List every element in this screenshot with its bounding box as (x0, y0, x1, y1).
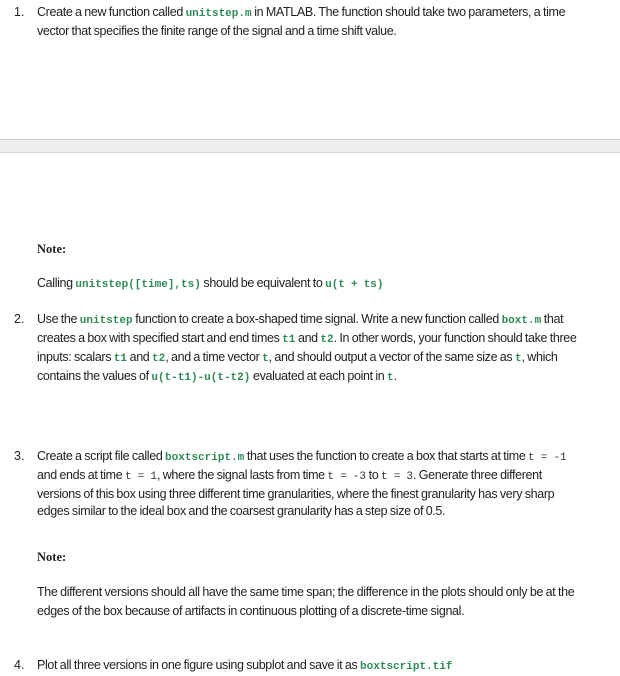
note-label: Note: (37, 550, 67, 564)
code-unitstep-m: unitstep.m (185, 8, 252, 20)
item-4-text: Plot all three versions in one figure using subplot and save it as boxtscript.tif (37, 658, 453, 673)
code-unitstep: unitstep (79, 315, 133, 327)
code-t: t (387, 372, 394, 384)
code-unitstep-call: unitstep([time],ts) (75, 279, 201, 291)
code-boxtscript-tif: boxtscript.tif (360, 661, 453, 673)
code-boxt-m: boxt.m (501, 315, 542, 327)
note-1-text: Calling unitstep([time],ts) should be equivalent to u(t + ts) (37, 276, 384, 291)
code-u-t-ts: u(t + ts) (325, 279, 384, 291)
item-1-number: 1. (14, 5, 25, 19)
code-boxtscript-m: boxtscript.m (165, 452, 245, 464)
code-t-span-end: t = 3 (381, 471, 414, 483)
item-2-number: 2. (14, 312, 25, 326)
code-t-span-start: t = -3 (327, 471, 367, 483)
code-t2: t2 (320, 334, 334, 346)
code-t: t (514, 353, 522, 365)
code-t1: t1 (113, 353, 127, 365)
code-t-start: t = -1 (528, 452, 567, 464)
item-3-text: Create a script file called boxtscript.m that uses the function to create a box that starts at time t = -1 and ends at time t = 1, where the signal lasts from time t = -3 to t = 3. Generate three different versions of this box using three different time granularities, where the finest granularity has very sharp edges similar to the ideal box and the coarsest granularity has a step size of 0.5. (37, 449, 567, 518)
code-t2: t2 (152, 353, 166, 365)
code-t1: t1 (282, 334, 296, 346)
code-box-expression: u(t-t1)-u(t-t2) (151, 372, 251, 384)
code-t-end: t = 1 (124, 471, 157, 483)
page-break (0, 139, 620, 153)
item-4-number: 4. (14, 658, 25, 672)
code-t: t (262, 353, 269, 365)
item-1-text: Create a new function called unitstep.m in MATLAB. The function should take two parameters, a time vector that specifies the finite range of the signal and a time shift value. (37, 5, 566, 38)
note-label: Note: (37, 242, 67, 256)
item-2-text: Use the unitstep function to create a box-shaped time signal. Write a new function called boxt.m that creates a box with specified start and end times t1 and t2. In other words, your function should take three inputs: scalars t1 and t2, and a time vector t, and should output a vector of the same size as t, which contains the values of u(t-t1)-u(t-t2) evaluated at each point in t. (37, 312, 577, 384)
item-3-number: 3. (14, 449, 25, 463)
note-2-text: The different versions should all have the same time span; the difference in the plots should only be at the edges of the box because of artifacts in continuous plotting of a discrete-time signal. (37, 585, 575, 618)
